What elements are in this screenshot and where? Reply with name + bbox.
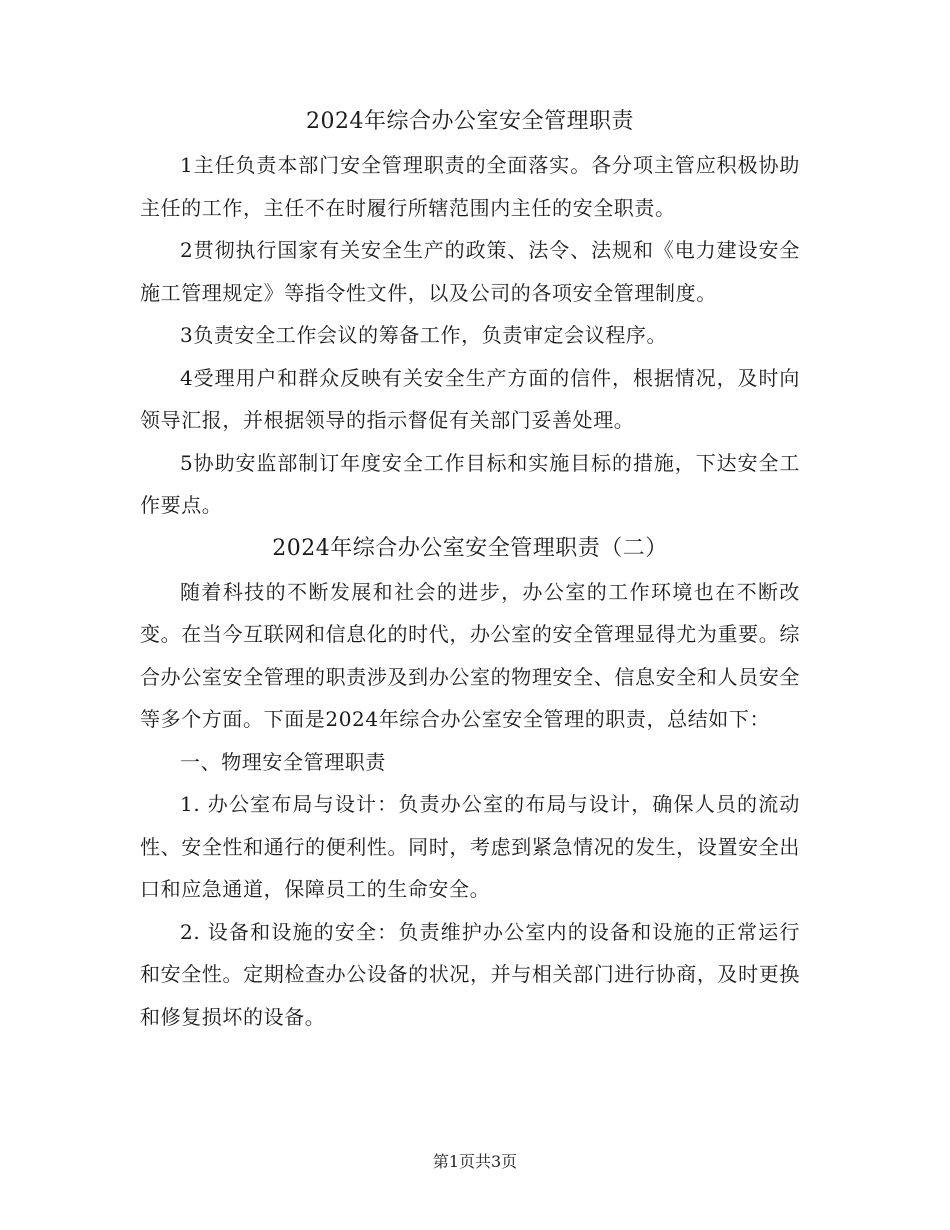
section-2-title: 2024年综合办公室安全管理职责（二） xyxy=(272,535,668,561)
section-1-paragraph-3: 3负责安全工作会议的筹备工作，负责审定会议程序。 xyxy=(180,323,668,347)
section-1-paragraph-4: 4受理用户和群众反映有关安全生产方面的信件，根据情况，及时向领导汇报，并根据领导的指示督促有关部门妥善处理。 xyxy=(140,365,800,432)
page-number-footer: 第1页共3页 xyxy=(432,1152,518,1171)
section-2-intro-paragraph: 随着科技的不断发展和社会的进步，办公室的工作环境也在不断改变。在当今互联网和信息化的时代，办公室的安全管理显得尤为重要。综合办公室安全管理的职责涉及到办公室的物理安全、信息安全和人员安全等多个方面。下面是2024年综合办公室安全管理的职责，总结如下： xyxy=(140,579,800,731)
section-1-paragraph-5: 5协助安监部制订年度安全工作目标和实施目标的措施，下达安全工作要点。 xyxy=(140,450,800,517)
section-2-item-2: 2. 设备和设施的安全：负责维护办公室内的设备和设施的正常运行和安全性。定期检查办公设备的状况，并与相关部门进行协商，及时更换和修复损坏的设备。 xyxy=(140,919,800,1029)
section-1-paragraph-1: 1主任负责本部门安全管理职责的全面落实。各分项主管应积极协助主任的工作，主任不在时履行所辖范围内主任的安全职责。 xyxy=(140,153,800,220)
section-2-item-1: 1. 办公室布局与设计：负责办公室的布局与设计，确保人员的流动性、安全性和通行的便利性。同时，考虑到紧急情况的发生，设置安全出口和应急通道，保障员工的生命安全。 xyxy=(140,792,800,901)
section-2-subheading: 一、物理安全管理职责 xyxy=(180,749,386,774)
section-1-title: 2024年综合办公室安全管理职责 xyxy=(306,109,634,134)
section-1-paragraph-2: 2贯彻执行国家有关安全生产的政策、法令、法规和《电力建设安全施工管理规定》等指令性文件，以及公司的各项安全管理制度。 xyxy=(140,238,800,305)
document-body xyxy=(140,100,800,1038)
